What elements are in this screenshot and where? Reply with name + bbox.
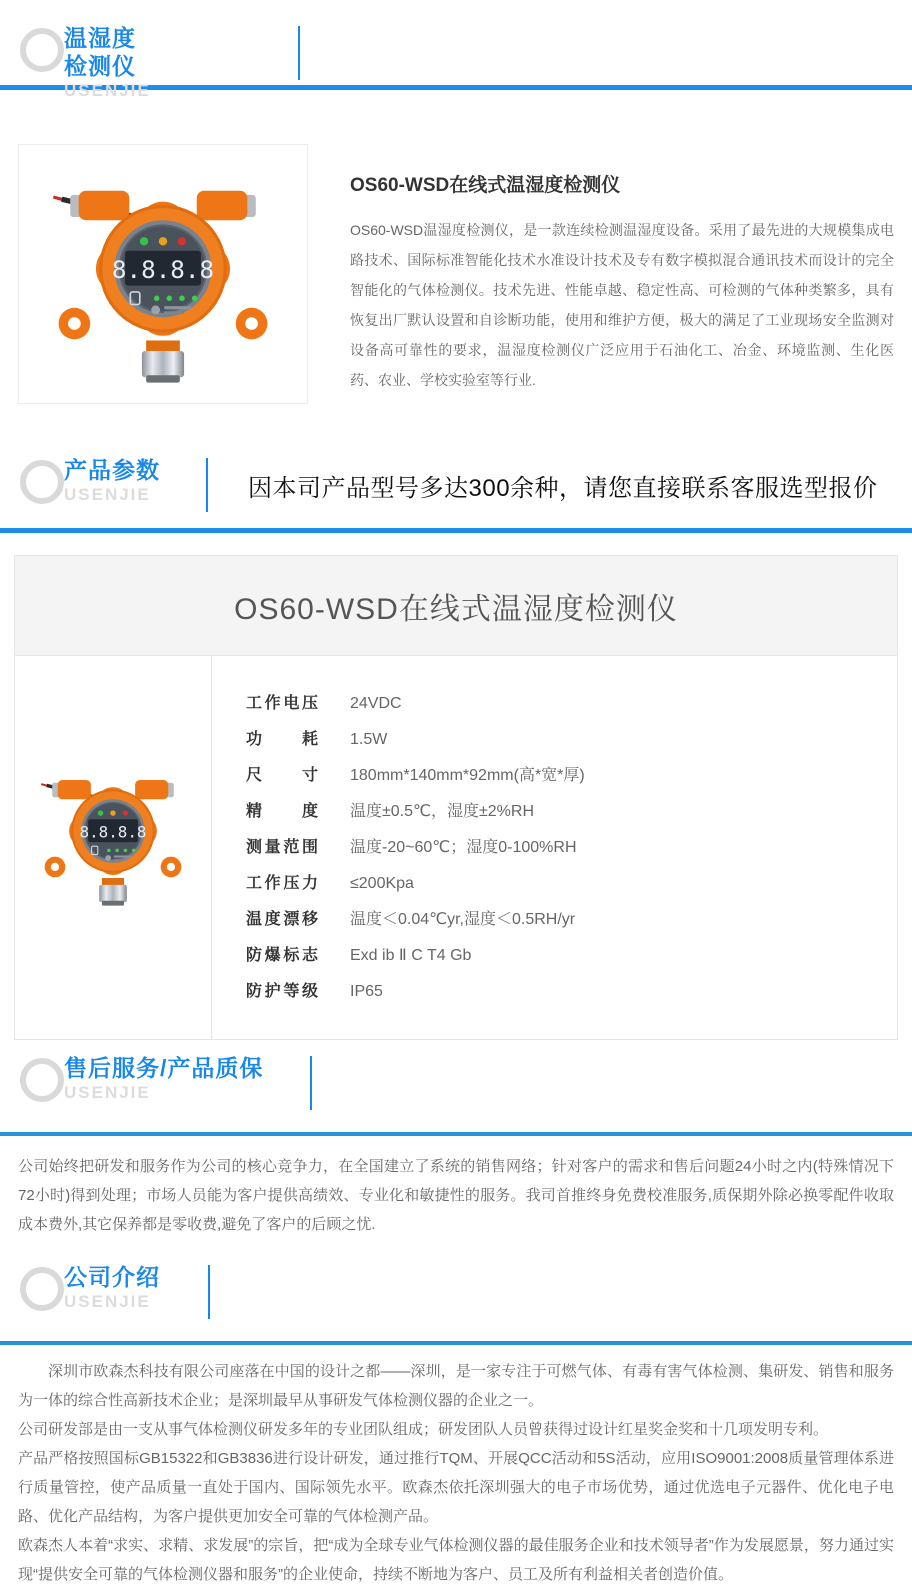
- params-rule: [0, 528, 912, 533]
- service-paragraph: 公司始终把研发和服务作为公司的核心竞争力，在全国建立了系统的销售网络；针对客户的需求和售后问题24小时之内(特殊情况下72小时)得到处理；市场人员能为客户提供高绩效、专业化和敏捷性的服务。我司首推终身免费校准服务,质保期外除必换零配件收取成本费外,其它保养都是零收费,避免了客户的后顾之忧.: [18, 1158, 894, 1233]
- company-ring-icon: [20, 1267, 64, 1311]
- spec-product-image: [15, 656, 212, 1039]
- spec-value: 温度-20~60℃；湿度0-100%RH: [350, 839, 577, 856]
- spec-label: 尺寸: [246, 767, 318, 784]
- company-paragraph: 产品严格按照国标GB15322和GB3836进行设计研发，通过推行TQM、开展QCC活动和5S活动，应用ISO9001:2008质量管理体系进行质量管控，使产品质量一直处于国内、国际领先水平。欧森杰依托深圳强大的电子市场优势，通过优选电子元器件、优化电子电路、优化产品结构，为客户提供更加安全可靠的气体检测产品。: [18, 1450, 894, 1525]
- spec-value: 1.5W: [350, 731, 388, 748]
- spec-box: [14, 555, 898, 1040]
- service-divider-bar: [310, 1056, 312, 1110]
- brand-subtitle: USENJIE: [64, 81, 151, 100]
- company-intro: [18, 1357, 894, 1589]
- spec-label: 防护等级: [246, 983, 318, 1000]
- brand-ring-icon: [20, 28, 64, 72]
- service-section-header: [18, 1052, 912, 1114]
- spec-value: ≤200Kpa: [350, 875, 414, 892]
- company-paragraph: 深圳市欧森杰科技有限公司座落在中国的设计之都——深圳，是一家专注于可燃气体、有毒有害气体检测、集研发、销售和服务为一体的综合性高新技术企业；是深圳最早从事研发气体检测仪器的企业之一。: [18, 1363, 894, 1409]
- spec-label: 工作电压: [246, 695, 318, 712]
- company-paragraph: 公司研发部是由一支从事气体检测仪研发多年的专业团队组成；研发团队人员曾获得过设计红星奖金奖和十几项发明专利。: [18, 1421, 829, 1438]
- spec-box-header: [15, 556, 897, 656]
- spec-row: [246, 794, 897, 830]
- spec-row: [246, 974, 897, 1010]
- spec-label: 工作压力: [246, 875, 318, 892]
- params-subtitle: USENJIE: [64, 485, 151, 504]
- spec-value: IP65: [350, 983, 383, 1000]
- company-divider-bar: [208, 1265, 210, 1319]
- params-note: 因本司产品型号多达300余种，请您直接联系客服选型报价: [248, 475, 878, 502]
- company-paragraph: 欧森杰人本着“求实、求精、求发展”的宗旨，把“成为全球专业气体检测仪器的最佳服务企业和技术领导者”作为发展愿景，努力通过实现“提供安全可靠的气体检测仪器和服务”的企业使命，持续不断地为客户、员工及所有利益相关者创造价值。: [18, 1537, 894, 1583]
- spec-value: 24VDC: [350, 695, 402, 712]
- company-subtitle: USENJIE: [64, 1292, 151, 1311]
- service-subtitle: USENJIE: [64, 1083, 151, 1102]
- params-title: 产品参数: [64, 457, 160, 483]
- svg-text:8.8.8.8: 8.8.8.8: [111, 255, 215, 285]
- product-description: OS60-WSD温湿度检测仪，是一款连续检测温湿度设备。采用了最先进的大规模集成电路技术、国际标准智能化技术水准设计技术及专有数字模拟混合通讯技术而设计的完全智能化的气体检测仪。技术先进、性能卓越、稳定性高、可检测的气体种类繁多，具有恢复出厂默认设置和自诊断功能，使用和维护方便，极大的满足了工业现场安全监测对设备高可靠性的要求，温湿度检测仪广泛应用于石油化工、冶金、环境监测、生化医药、农业、学校实验室等行业.: [350, 222, 894, 388]
- spec-row: [246, 686, 897, 722]
- spec-box-body: [15, 656, 897, 1039]
- spec-row: [246, 902, 897, 938]
- product-title: OS60-WSD在线式温湿度检测仪: [350, 175, 621, 196]
- params-ring-icon: [20, 460, 64, 504]
- detector-illustration-small-icon: [37, 762, 189, 907]
- spec-value: Exd ib Ⅱ C T4 Gb: [350, 947, 472, 964]
- spec-row: [246, 830, 897, 866]
- product-image: [18, 144, 308, 404]
- svg-text:8.8.8.8: 8.8.8.8: [79, 822, 147, 842]
- company-rule: [0, 1341, 912, 1345]
- spec-label: 防爆标志: [246, 947, 318, 964]
- page-header: [0, 0, 912, 100]
- spec-box-title: OS60-WSD在线式温湿度检测仪: [234, 592, 678, 626]
- spec-row: [246, 722, 897, 758]
- service-title: 售后服务/产品质保: [64, 1055, 264, 1081]
- spec-value: 温度＜0.04℃yr,湿度＜0.5RH/yr: [350, 911, 576, 928]
- spec-row: [246, 866, 897, 902]
- service-rule: [0, 1132, 912, 1136]
- company-section-header: [18, 1261, 912, 1323]
- product-info: [350, 144, 894, 404]
- spec-label: 精度: [246, 803, 318, 820]
- service-ring-icon: [20, 1058, 64, 1102]
- spec-value: 180mm*140mm*92mm(高*宽*厚): [350, 767, 585, 784]
- product-overview: [18, 144, 894, 404]
- spec-label: 测量范围: [246, 839, 318, 856]
- spec-value: 温度±0.5℃，湿度±2%RH: [350, 803, 535, 820]
- detector-illustration-icon: [47, 163, 279, 385]
- spec-row: [246, 938, 897, 974]
- spec-label: 功耗: [246, 731, 318, 748]
- spec-row: [246, 758, 897, 794]
- params-divider-bar: [206, 458, 208, 512]
- params-section-header: [0, 454, 912, 516]
- spec-list: [212, 656, 897, 1039]
- brand-title: 温湿度检测仪: [64, 25, 136, 79]
- header-divider-bar: [298, 26, 300, 80]
- spec-label: 温度漂移: [246, 911, 318, 928]
- company-title: 公司介绍: [64, 1264, 160, 1290]
